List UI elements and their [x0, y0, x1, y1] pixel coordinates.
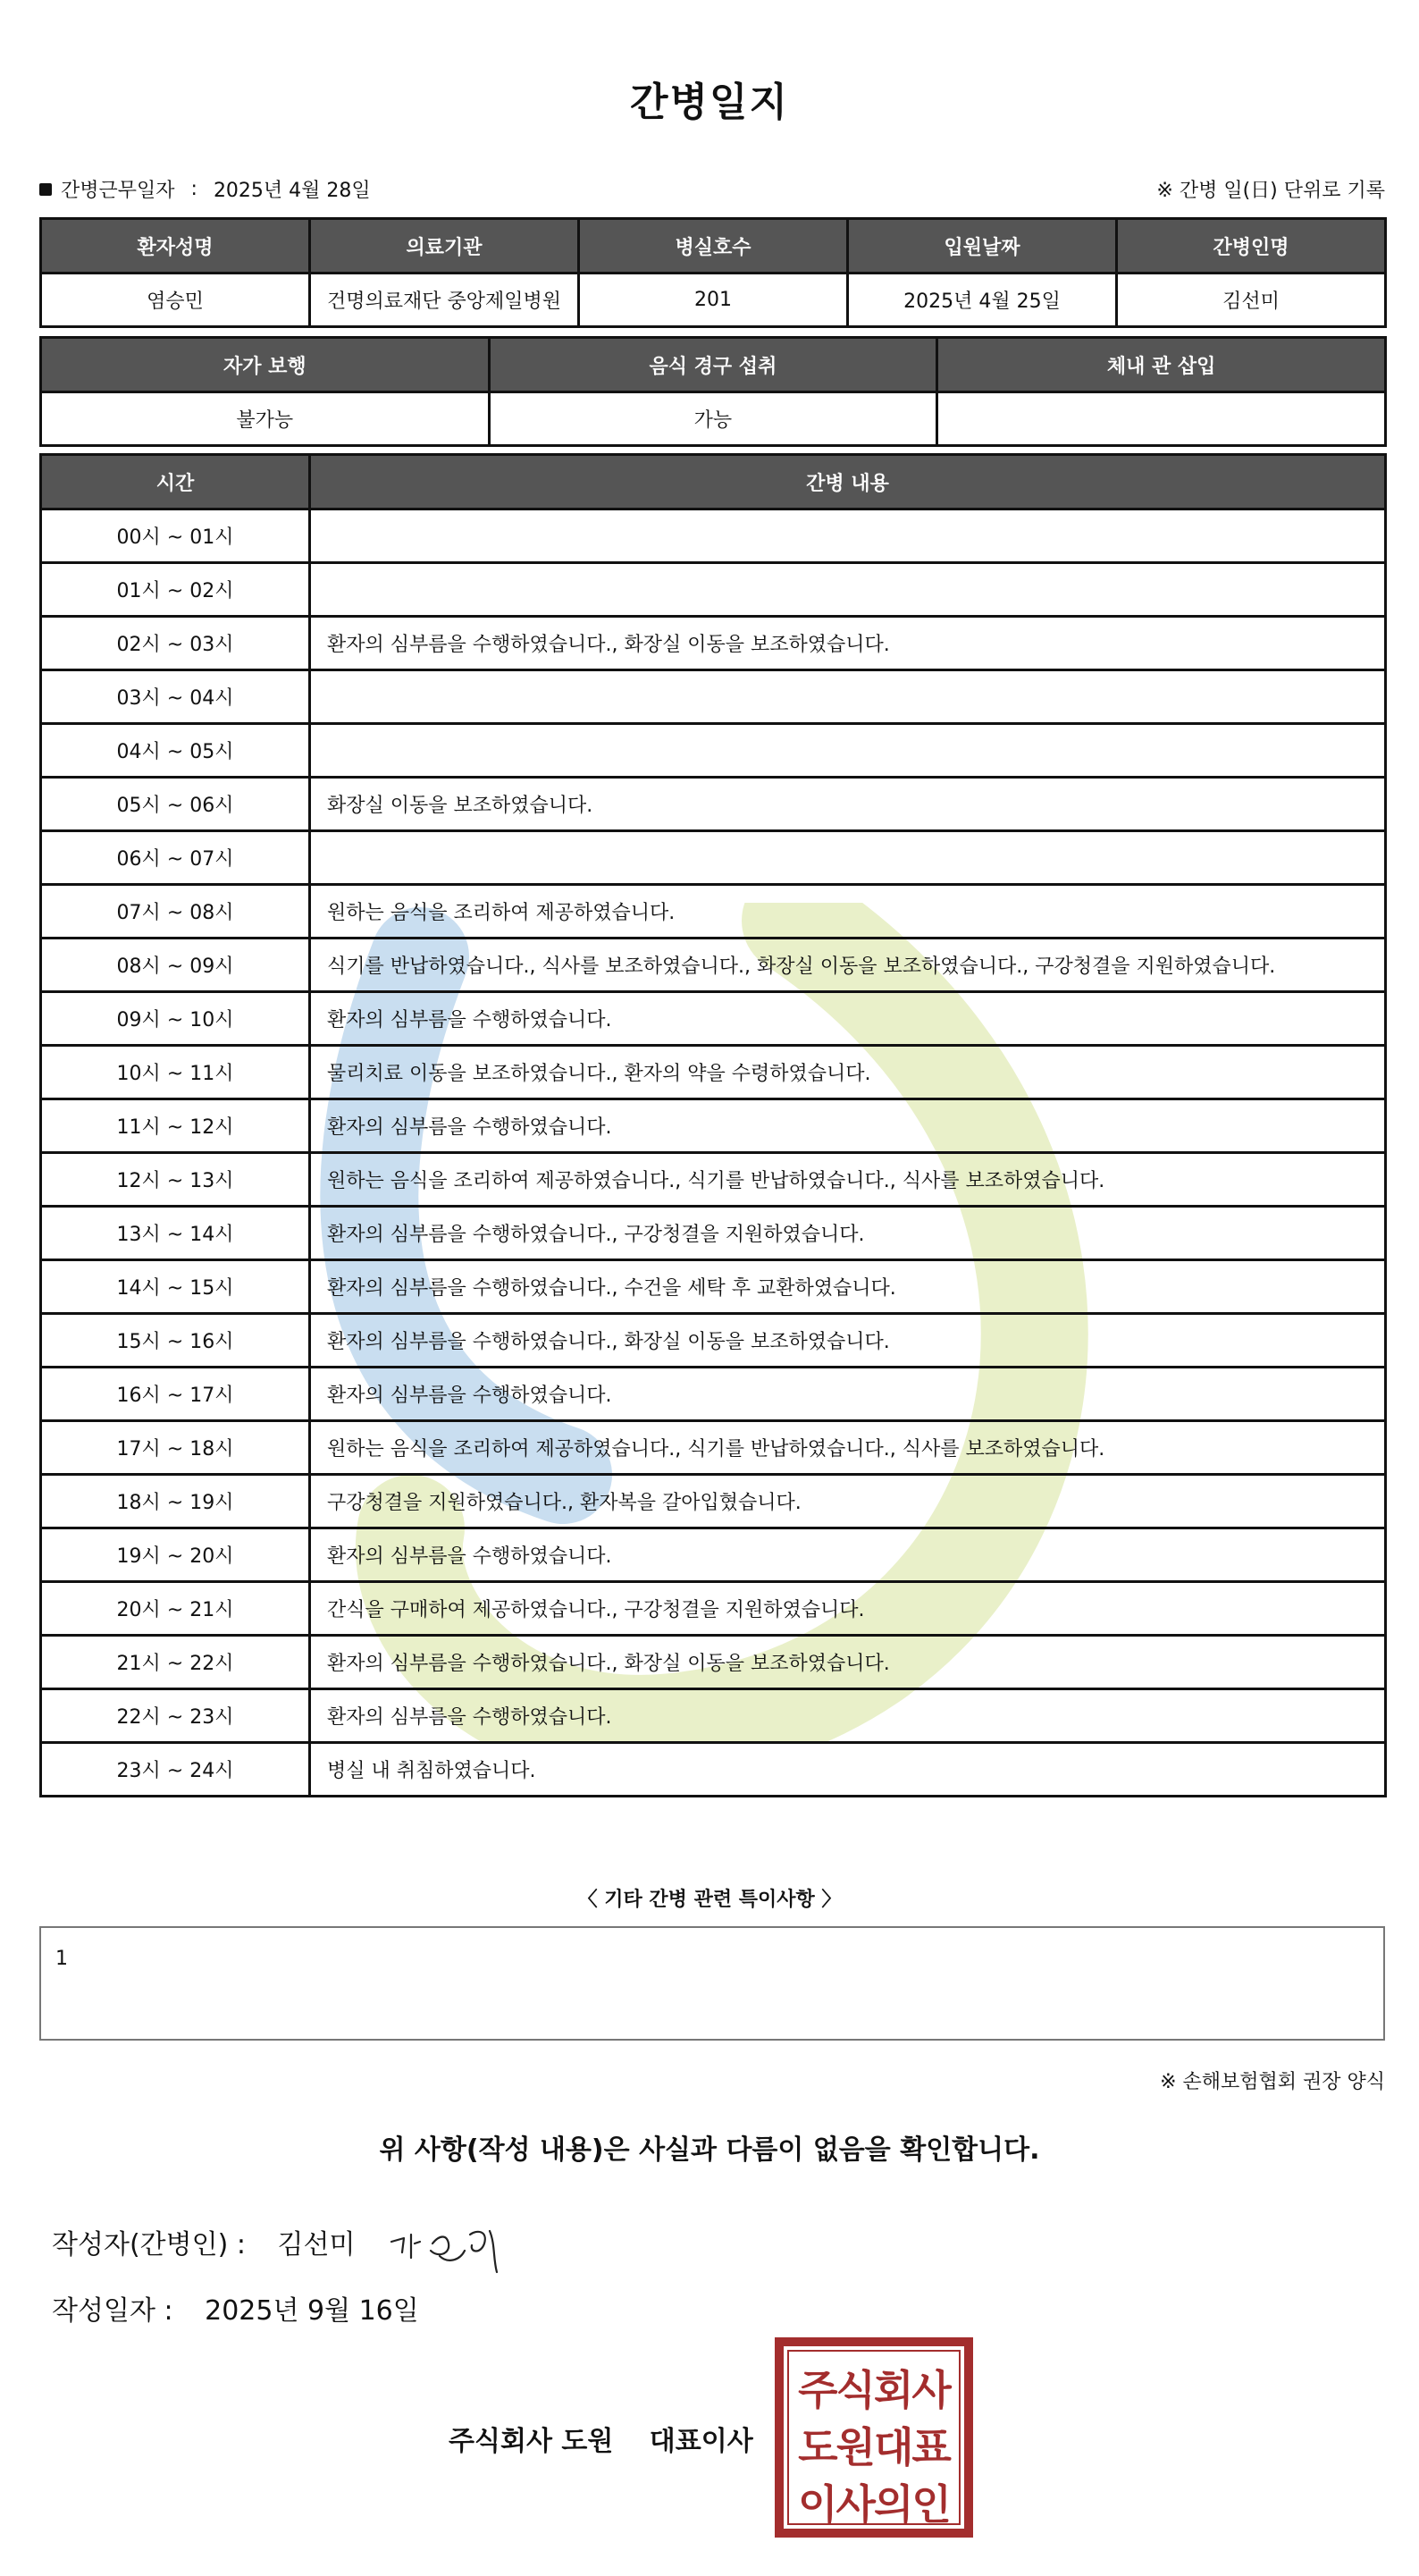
care-log-table [39, 453, 1387, 1797]
table-row [41, 670, 1386, 724]
time-slot: 10시 ~ 11시 [41, 1046, 310, 1099]
care-content: 물리치료 이동을 보조하였습니다., 환자의 약을 수령하였습니다. [310, 1046, 1386, 1099]
table-row [41, 1260, 1386, 1314]
company-name: 주식회사 도원 [449, 2426, 614, 2457]
time-slot: 20시 ~ 21시 [41, 1582, 310, 1636]
care-content: 환자의 심부름을 수행하였습니다., 화장실 이동을 보조하였습니다. [310, 617, 1386, 670]
notes-value: 1 [55, 1948, 68, 1970]
form-note: ※ 손해보험협회 권장 양식 [1160, 2071, 1385, 2093]
care-content: 환자의 심부름을 수행하였습니다., 화장실 이동을 보조하였습니다. [310, 1636, 1386, 1689]
work-date-value: 2025년 4월 28일 [213, 180, 371, 202]
care-content: 환자의 심부름을 수행하였습니다. [310, 1368, 1386, 1421]
table-row [41, 724, 1386, 778]
writer-value: 김선미 [277, 2229, 356, 2260]
time-slot: 11시 ~ 12시 [41, 1099, 310, 1153]
time-slot: 21시 ~ 22시 [41, 1636, 310, 1689]
care-content [310, 831, 1386, 885]
time-slot: 02시 ~ 03시 [41, 617, 310, 670]
time-slot: 18시 ~ 19시 [41, 1475, 310, 1528]
time-slot: 03시 ~ 04시 [41, 670, 310, 724]
time-slot: 17시 ~ 18시 [41, 1421, 310, 1475]
patient-status-table [39, 336, 1387, 447]
care-content: 환자의 심부름을 수행하였습니다. [310, 1689, 1386, 1743]
header-hospital: 의료기관 [310, 219, 579, 274]
time-slot: 07시 ~ 08시 [41, 885, 310, 939]
seal-text-line: 이사의인 [798, 2480, 950, 2529]
care-content: 원하는 음식을 조리하여 제공하였습니다. [310, 885, 1386, 939]
care-content: 환자의 심부름을 수행하였습니다., 화장실 이동을 보조하였습니다. [310, 1314, 1386, 1368]
time-slot: 22시 ~ 23시 [41, 1689, 310, 1743]
time-slot: 14시 ~ 15시 [41, 1260, 310, 1314]
care-content: 원하는 음식을 조리하여 제공하였습니다., 식기를 반납하였습니다., 식사를 보조하였습니다. [310, 1153, 1386, 1207]
table-row [41, 778, 1386, 831]
care-content: 구강청결을 지원하였습니다., 환자복을 갈아입혔습니다. [310, 1475, 1386, 1528]
time-slot: 13시 ~ 14시 [41, 1207, 310, 1260]
table-row [41, 885, 1386, 939]
self-walking: 불가능 [41, 392, 490, 446]
seal-text-line: 도원대표 [798, 2423, 950, 2471]
care-content: 환자의 심부름을 수행하였습니다. [310, 992, 1386, 1046]
patient-name: 염승민 [41, 274, 310, 327]
table-row [41, 1475, 1386, 1528]
unit-note: ※ 간병 일(日) 단위로 기록 [1156, 180, 1385, 202]
care-content: 간식을 구매하여 제공하였습니다., 구강청결을 지원하였습니다. [310, 1582, 1386, 1636]
time-slot: 12시 ~ 13시 [41, 1153, 310, 1207]
hospital: 건명의료재단 중앙제일병원 [310, 274, 579, 327]
work-date-label: 간병근무일자 [61, 180, 175, 202]
table-row [41, 1099, 1386, 1153]
date-value: 2025년 9월 16일 [205, 2295, 419, 2327]
care-content: 식기를 반납하였습니다., 식사를 보조하였습니다., 화장실 이동을 보조하였습니다., 구강청결을 지원하였습니다. [310, 939, 1386, 992]
header-caregiver-name: 간병인명 [1117, 219, 1386, 274]
table-row [41, 1368, 1386, 1421]
care-content: 환자의 심부름을 수행하였습니다., 수건을 세탁 후 교환하였습니다. [310, 1260, 1386, 1314]
date-line [52, 2288, 419, 2328]
oral-intake: 가능 [489, 392, 937, 446]
page-title: 간병일지 [629, 80, 789, 125]
care-content: 환자의 심부름을 수행하였습니다. [310, 1099, 1386, 1153]
admission-date: 2025년 4월 25일 [848, 274, 1117, 327]
time-slot: 01시 ~ 02시 [41, 563, 310, 617]
work-date [39, 175, 371, 203]
header-care-content: 간병 내용 [310, 455, 1386, 509]
table-row [41, 992, 1386, 1046]
notes-title: 〈 기타 간병 관련 특이사항 〉 [577, 1889, 842, 1911]
table-row [41, 1421, 1386, 1475]
time-slot: 23시 ~ 24시 [41, 1743, 310, 1797]
confirm-statement: 위 사항(작성 내용)은 사실과 다름이 없음을 확인합니다. [379, 2134, 1040, 2166]
bullet-square-icon [39, 183, 52, 196]
care-content [310, 670, 1386, 724]
work-date-colon: : [190, 178, 197, 200]
header-room-number: 병실호수 [579, 219, 848, 274]
header-self-walking: 자가 보행 [41, 338, 490, 392]
notes-box [39, 1926, 1385, 2041]
time-slot: 09시 ~ 10시 [41, 992, 310, 1046]
care-content [310, 724, 1386, 778]
table-row [41, 1314, 1386, 1368]
caregiver-name: 김선미 [1117, 274, 1386, 327]
time-slot: 15시 ~ 16시 [41, 1314, 310, 1368]
writer-line [52, 2222, 355, 2261]
time-slot: 04시 ~ 05시 [41, 724, 310, 778]
care-content: 화장실 이동을 보조하였습니다. [310, 778, 1386, 831]
patient-info-table [39, 217, 1387, 328]
care-content: 병실 내 취침하였습니다. [310, 1743, 1386, 1797]
header-time: 시간 [41, 455, 310, 509]
table-row [41, 1528, 1386, 1582]
time-slot: 16시 ~ 17시 [41, 1368, 310, 1421]
date-label: 작성일자 : [52, 2295, 173, 2327]
handwritten-signature [384, 2208, 536, 2279]
table-row [41, 1046, 1386, 1099]
care-content: 환자의 심부름을 수행하였습니다. [310, 1528, 1386, 1582]
table-row [41, 939, 1386, 992]
care-content [310, 509, 1386, 563]
header-tube-insertion: 체내 관 삽입 [937, 338, 1386, 392]
table-row [41, 509, 1386, 563]
table-row [41, 563, 1386, 617]
time-slot: 06시 ~ 07시 [41, 831, 310, 885]
company-seal-stamp [774, 2336, 974, 2538]
table-row [41, 1743, 1386, 1797]
care-content [310, 563, 1386, 617]
table-row [41, 831, 1386, 885]
company-line [449, 2419, 753, 2458]
care-content: 환자의 심부름을 수행하였습니다., 구강청결을 지원하였습니다. [310, 1207, 1386, 1260]
time-slot: 08시 ~ 09시 [41, 939, 310, 992]
header-admission-date: 입원날짜 [848, 219, 1117, 274]
table-row [41, 1207, 1386, 1260]
table-row [41, 1582, 1386, 1636]
table-row [41, 1636, 1386, 1689]
seal-text-line: 주식회사 [798, 2366, 950, 2414]
header-patient-name: 환자성명 [41, 219, 310, 274]
care-content: 원하는 음식을 조리하여 제공하였습니다., 식기를 반납하였습니다., 식사를 보조하였습니다. [310, 1421, 1386, 1475]
room-number: 201 [579, 274, 848, 327]
tube-insertion [937, 392, 1386, 446]
time-slot: 00시 ~ 01시 [41, 509, 310, 563]
writer-label: 작성자(간병인) : [52, 2229, 246, 2260]
time-slot: 19시 ~ 20시 [41, 1528, 310, 1582]
table-row [41, 617, 1386, 670]
table-row [41, 1153, 1386, 1207]
table-row [41, 1689, 1386, 1743]
time-slot: 05시 ~ 06시 [41, 778, 310, 831]
company-role: 대표이사 [649, 2426, 753, 2457]
header-oral-intake: 음식 경구 섭취 [489, 338, 937, 392]
